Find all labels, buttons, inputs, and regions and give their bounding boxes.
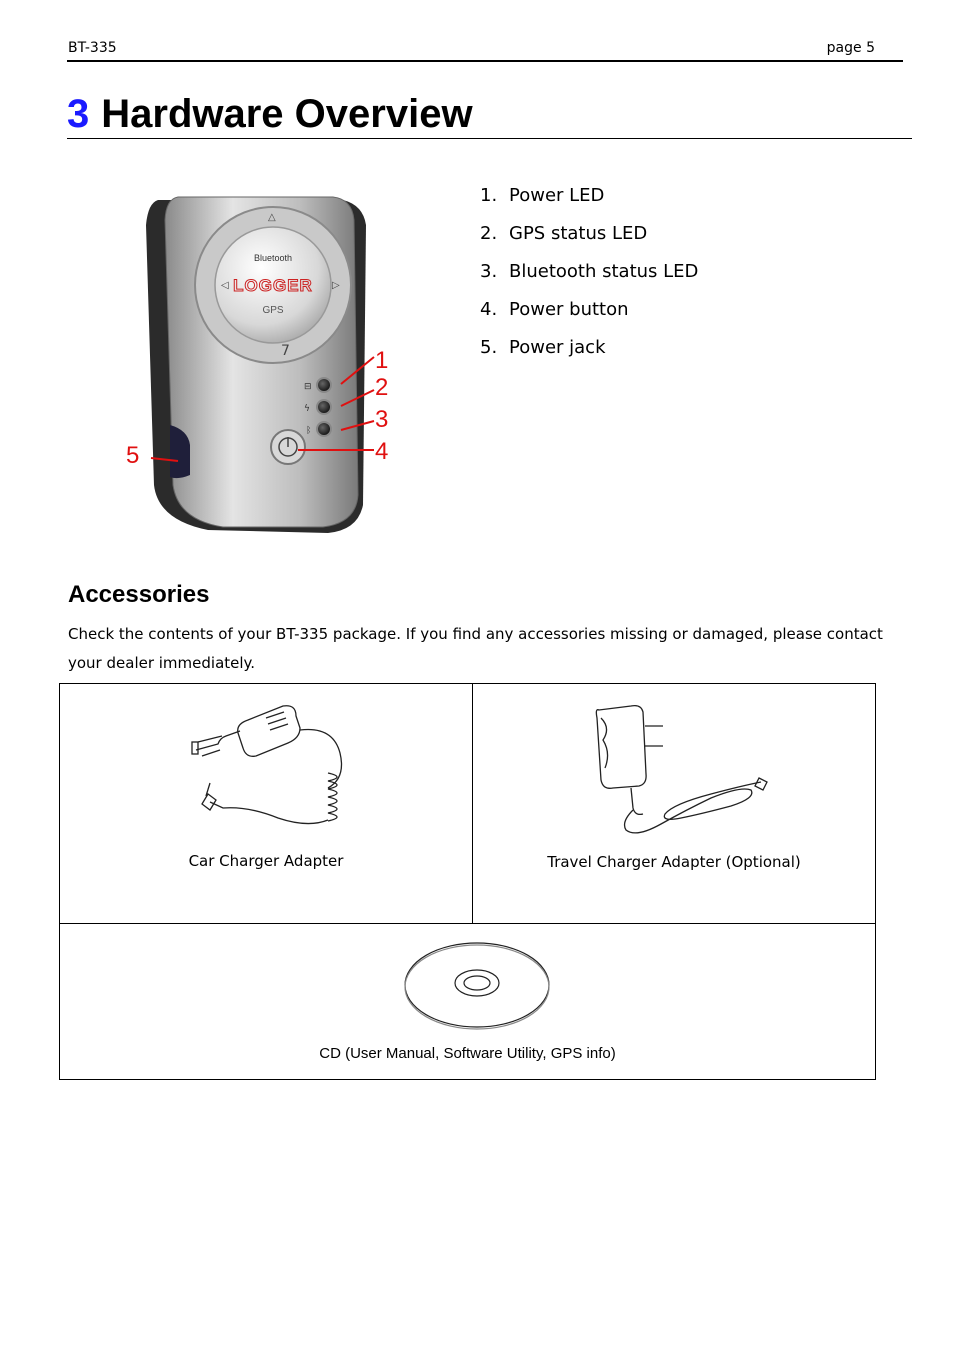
accessories-heading: Accessories <box>68 581 210 608</box>
list-item: 2. GPS status LED <box>480 223 648 244</box>
accessories-intro: Check the contents of your BT-335 package. If you find any accessories missing or damaged, please contact your dealer immediately. <box>68 625 883 672</box>
callout-5: 5 <box>126 442 140 469</box>
travel-charger-caption: Travel Charger Adapter (Optional) <box>547 853 801 871</box>
power-led <box>317 378 331 392</box>
cd-caption: CD (User Manual, Software Utility, GPS info) <box>319 1045 616 1062</box>
list-item: 1. Power LED <box>480 185 605 206</box>
travel-charger-cell <box>473 684 875 924</box>
section-title-text: Hardware Overview <box>101 92 473 136</box>
gps-logger-device-illustration <box>118 185 403 540</box>
section-title <box>67 90 912 139</box>
svg-text:▷: ▷ <box>332 280 340 291</box>
cd-image <box>402 940 552 1030</box>
section-number: 3 <box>67 92 90 136</box>
accessories-table <box>59 683 876 1080</box>
car-charger-cell <box>60 684 473 924</box>
cd-cell <box>60 924 875 1079</box>
travel-charger-adapter-image <box>591 698 771 838</box>
callout-2: 2 <box>375 374 389 401</box>
gps-status-led <box>317 400 331 414</box>
svg-text:7: 7 <box>281 343 290 359</box>
page-number: page 5 <box>826 40 875 56</box>
bluetooth-badge-text: Bluetooth <box>253 253 293 263</box>
gps-model-text: GPS <box>262 305 284 316</box>
logger-logo-text: LOGGER <box>233 276 313 295</box>
car-charger-caption: Car Charger Adapter <box>188 852 344 870</box>
document-id: BT-335 <box>68 40 117 56</box>
svg-text:ϟ: ϟ <box>304 404 310 414</box>
callout-4: 4 <box>375 438 389 465</box>
list-item: 3. Bluetooth status LED <box>480 261 699 282</box>
callout-3: 3 <box>375 406 389 433</box>
callout-1: 1 <box>375 347 389 374</box>
page-header <box>67 40 903 62</box>
list-item: 5. Power jack <box>480 337 606 358</box>
hardware-feature-list <box>480 185 698 375</box>
car-charger-adapter-image <box>188 698 348 838</box>
svg-text:△: △ <box>268 212 276 223</box>
svg-text:◁: ◁ <box>221 280 229 291</box>
list-item: 4. Power button <box>480 299 629 320</box>
svg-text:⊟: ⊟ <box>304 382 312 392</box>
svg-text:ᛒ: ᛒ <box>306 426 312 436</box>
bluetooth-status-led <box>317 422 331 436</box>
